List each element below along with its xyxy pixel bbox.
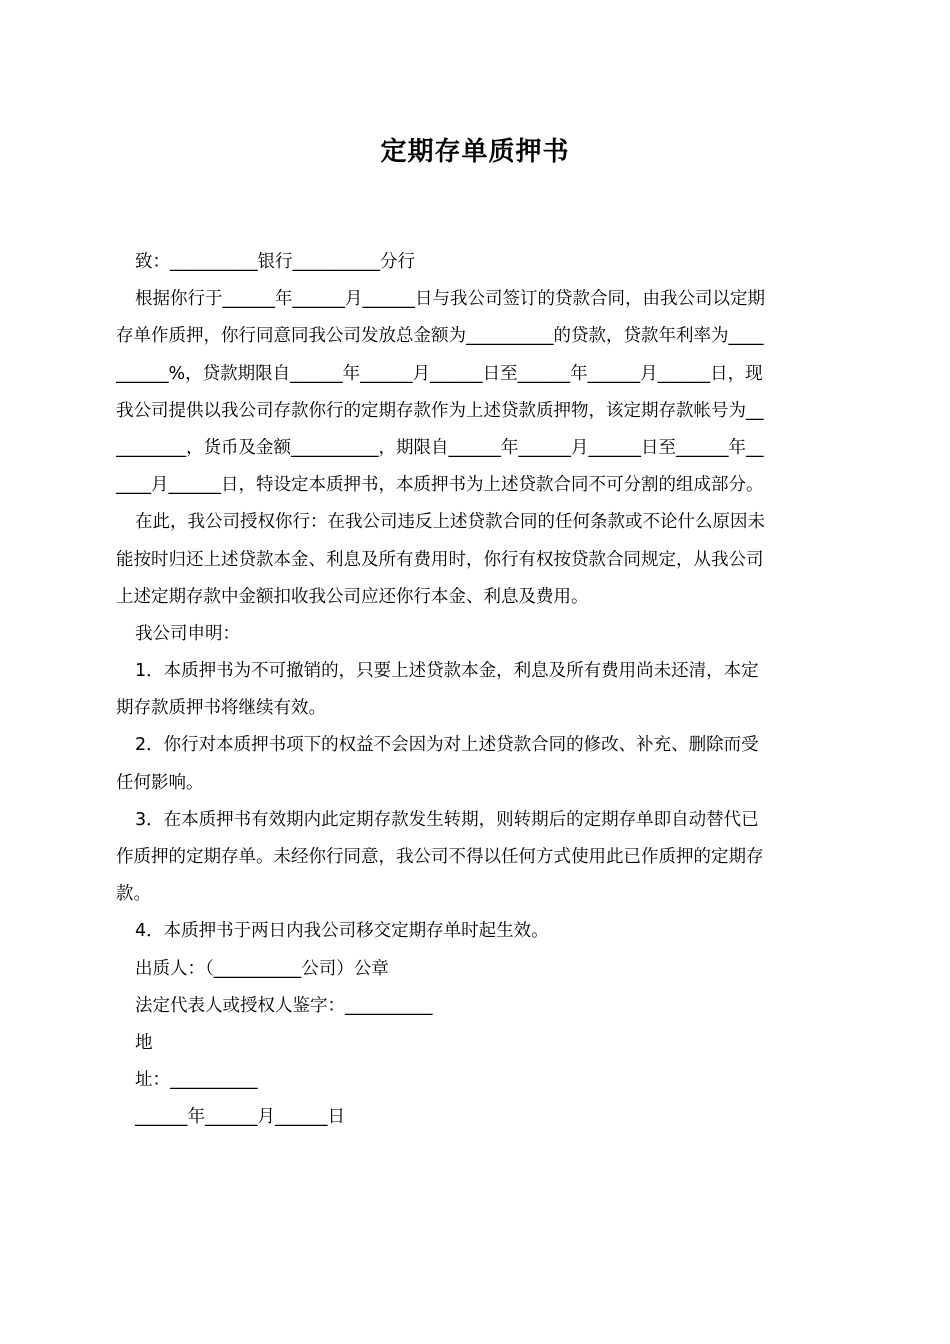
declaration-heading: 我公司申明：	[135, 623, 240, 644]
date-line: ______年______月______日	[135, 1107, 345, 1128]
addressee-line: 致：__________银行__________分行	[135, 252, 415, 272]
paragraph-line: 在此，我公司授权你行：在我公司违反上述贷款合同的任何条款或不论什么原因未	[135, 512, 765, 533]
document-body	[116, 244, 838, 1137]
paragraph-line: ____月______日，特设定本质押书，本质押书为上述贷款合同不可分割的组成部分。	[116, 475, 764, 496]
paragraph-line: ______%，贷款期限自______年______月______日至______年______月______日，现	[116, 363, 763, 384]
clause-line: 2．你行对本质押书项下的权益不会因为对上述贷款合同的修改、补充、删除而受	[135, 735, 759, 756]
clause-line: 4．本质押书于两日内我公司移交定期存单时起生效。	[135, 921, 549, 942]
paragraph-line: 我公司提供以我公司存款你行的定期存款作为上述贷款质押物，该定期存款帐号为__	[116, 400, 764, 421]
document-title: 定期存单质押书	[380, 137, 570, 167]
address-label-line: 地	[135, 1032, 153, 1053]
paragraph-line: ________，货币及金额__________，期限自______年______月______日至______年__	[116, 437, 764, 458]
address-line: 址：__________	[135, 1070, 258, 1091]
clause-line: 期存款质押书将继续有效。	[116, 698, 326, 719]
clause-line: 款。	[116, 884, 151, 905]
pledgor-line: 出质人：（__________公司）公章	[135, 958, 389, 979]
paragraph-line: 根据你行于______年______月______日与我公司签订的贷款合同，由我公司以定期	[135, 289, 765, 310]
paragraph-line: 能按时归还上述贷款本金、利息及所有费用时，你行有权按贷款合同规定，从我公司	[116, 549, 764, 570]
clause-line: 任何影响。	[116, 772, 204, 793]
clause-line: 3．在本质押书有效期内此定期存款发生转期，则转期后的定期存单即自动替代已	[135, 809, 759, 830]
paragraph-line: 上述定期存款中金额扣收我公司应还你行本金、利息及费用。	[116, 586, 589, 607]
clause-line: 作质押的定期存单。未经你行同意，我公司不得以任何方式使用此已作质押的定期存	[116, 847, 764, 867]
signature-line: 法定代表人或授权人鉴字：__________	[135, 995, 433, 1016]
clause-line: 1．本质押书为不可撤销的，只要上述贷款本金，利息及所有费用尚未还清，本定	[135, 661, 759, 682]
paragraph-line: 存单作质押，你行同意同我公司发放总金额为__________的贷款，贷款年利率为____	[116, 326, 764, 347]
